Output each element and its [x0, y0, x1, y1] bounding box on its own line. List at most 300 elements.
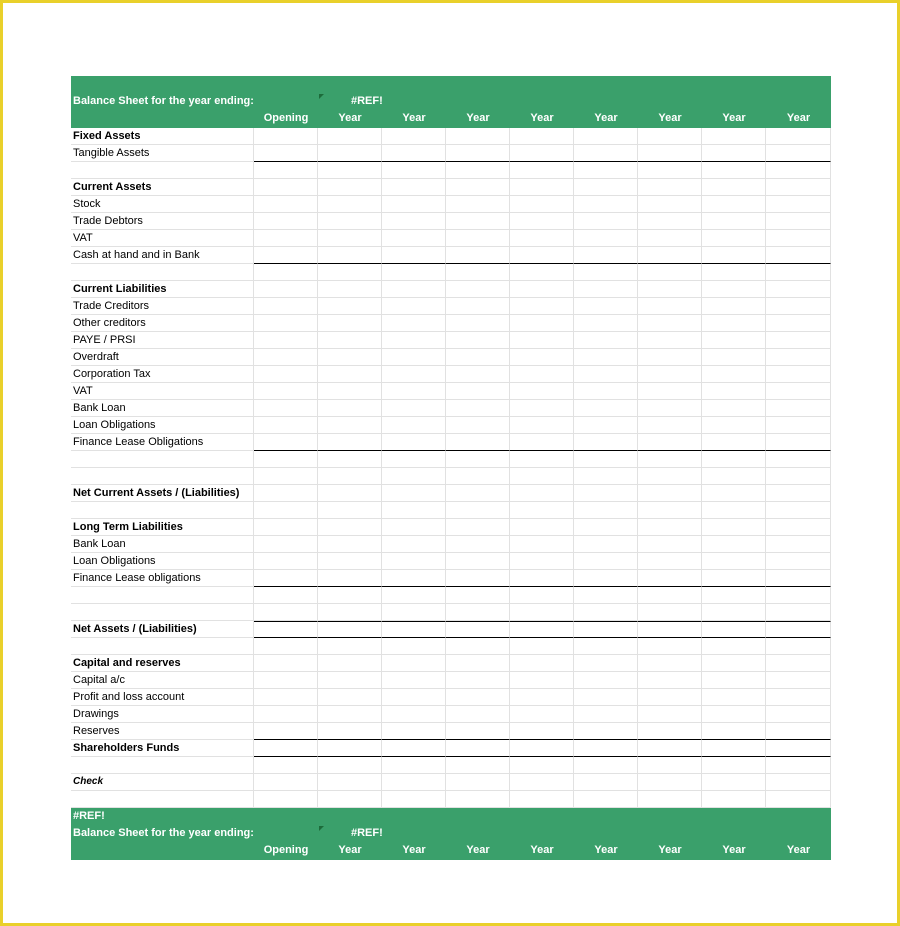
value-cell[interactable] [574, 553, 638, 570]
value-cell[interactable] [638, 604, 702, 621]
row-label[interactable]: Loan Obligations [71, 417, 254, 434]
value-cell[interactable] [638, 417, 702, 434]
value-cell[interactable] [766, 162, 831, 179]
value-cell[interactable] [254, 655, 318, 672]
value-cell[interactable] [446, 434, 510, 451]
row-label[interactable]: Long Term Liabilities [71, 519, 254, 536]
value-cell[interactable] [254, 519, 318, 536]
value-cell[interactable] [510, 604, 574, 621]
value-cell[interactable] [318, 672, 382, 689]
value-cell[interactable] [638, 162, 702, 179]
value-cell[interactable] [766, 298, 831, 315]
value-cell[interactable] [766, 434, 831, 451]
row-label[interactable]: Fixed Assets [71, 128, 254, 145]
value-cell[interactable] [382, 145, 446, 162]
value-cell[interactable] [702, 536, 766, 553]
value-cell[interactable] [446, 587, 510, 604]
value-cell[interactable] [318, 468, 382, 485]
value-cell[interactable] [702, 468, 766, 485]
value-cell[interactable] [766, 230, 831, 247]
value-cell[interactable] [510, 417, 574, 434]
value-cell[interactable] [254, 485, 318, 502]
value-cell[interactable] [254, 366, 318, 383]
value-cell[interactable] [318, 774, 382, 791]
value-cell[interactable] [638, 400, 702, 417]
value-cell[interactable] [574, 196, 638, 213]
value-cell[interactable] [318, 485, 382, 502]
value-cell[interactable] [382, 689, 446, 706]
value-cell[interactable] [766, 553, 831, 570]
value-cell[interactable] [446, 757, 510, 774]
value-cell[interactable] [702, 400, 766, 417]
value-cell[interactable] [638, 332, 702, 349]
value-cell[interactable] [382, 400, 446, 417]
value-cell[interactable] [318, 723, 382, 740]
value-cell[interactable] [510, 281, 574, 298]
column-header[interactable]: Opening [263, 112, 309, 124]
value-cell[interactable] [510, 638, 574, 655]
value-cell[interactable] [574, 587, 638, 604]
value-cell[interactable] [382, 587, 446, 604]
row-label[interactable]: Profit and loss account [71, 689, 254, 706]
value-cell[interactable] [510, 553, 574, 570]
value-cell[interactable] [638, 621, 702, 638]
value-cell[interactable] [574, 502, 638, 519]
value-cell[interactable] [318, 128, 382, 145]
value-cell[interactable] [446, 196, 510, 213]
row-label[interactable]: Capital a/c [71, 672, 254, 689]
value-cell[interactable] [318, 434, 382, 451]
value-cell[interactable] [702, 196, 766, 213]
value-cell[interactable] [510, 128, 574, 145]
value-cell[interactable] [382, 383, 446, 400]
value-cell[interactable] [702, 417, 766, 434]
value-cell[interactable] [574, 315, 638, 332]
value-cell[interactable] [766, 604, 831, 621]
value-cell[interactable] [638, 145, 702, 162]
value-cell[interactable] [574, 230, 638, 247]
value-cell[interactable] [254, 417, 318, 434]
value-cell[interactable] [318, 451, 382, 468]
value-cell[interactable] [382, 128, 446, 145]
value-cell[interactable] [318, 162, 382, 179]
value-cell[interactable] [638, 213, 702, 230]
row-label[interactable] [71, 162, 254, 179]
value-cell[interactable] [318, 383, 382, 400]
row-label[interactable]: PAYE / PRSI [71, 332, 254, 349]
value-cell[interactable] [702, 315, 766, 332]
value-cell[interactable] [382, 723, 446, 740]
value-cell[interactable] [382, 315, 446, 332]
value-cell[interactable] [766, 349, 831, 366]
value-cell[interactable] [766, 791, 831, 808]
value-cell[interactable] [702, 570, 766, 587]
value-cell[interactable] [446, 655, 510, 672]
value-cell[interactable] [510, 196, 574, 213]
value-cell[interactable] [446, 519, 510, 536]
value-cell[interactable] [766, 417, 831, 434]
value-cell[interactable] [446, 553, 510, 570]
value-cell[interactable] [318, 740, 382, 757]
value-cell[interactable] [766, 451, 831, 468]
row-label[interactable]: Tangible Assets [71, 145, 254, 162]
value-cell[interactable] [574, 638, 638, 655]
row-label[interactable]: Cash at hand and in Bank [71, 247, 254, 264]
value-cell[interactable] [510, 366, 574, 383]
row-label[interactable] [71, 638, 254, 655]
value-cell[interactable] [766, 332, 831, 349]
row-label[interactable]: Reserves [71, 723, 254, 740]
value-cell[interactable] [574, 417, 638, 434]
column-header[interactable]: Year [722, 844, 746, 856]
value-cell[interactable] [254, 179, 318, 196]
value-cell[interactable] [510, 655, 574, 672]
value-cell[interactable] [382, 247, 446, 264]
value-cell[interactable] [382, 434, 446, 451]
value-cell[interactable] [382, 553, 446, 570]
value-cell[interactable] [318, 332, 382, 349]
value-cell[interactable] [638, 128, 702, 145]
value-cell[interactable] [446, 536, 510, 553]
value-cell[interactable] [254, 230, 318, 247]
value-cell[interactable] [510, 468, 574, 485]
value-cell[interactable] [446, 281, 510, 298]
value-cell[interactable] [254, 349, 318, 366]
value-cell[interactable] [318, 638, 382, 655]
value-cell[interactable] [766, 196, 831, 213]
value-cell[interactable] [638, 570, 702, 587]
value-cell[interactable] [318, 519, 382, 536]
value-cell[interactable] [254, 298, 318, 315]
row-label[interactable] [71, 604, 254, 621]
value-cell[interactable] [510, 536, 574, 553]
value-cell[interactable] [510, 502, 574, 519]
value-cell[interactable] [446, 502, 510, 519]
value-cell[interactable] [702, 162, 766, 179]
value-cell[interactable] [766, 213, 831, 230]
value-cell[interactable] [638, 230, 702, 247]
value-cell[interactable] [702, 366, 766, 383]
value-cell[interactable] [254, 315, 318, 332]
column-header[interactable]: Year [402, 112, 426, 124]
value-cell[interactable] [766, 264, 831, 281]
value-cell[interactable] [574, 791, 638, 808]
value-cell[interactable] [638, 366, 702, 383]
value-cell[interactable] [574, 740, 638, 757]
value-cell[interactable] [510, 264, 574, 281]
value-cell[interactable] [638, 536, 702, 553]
value-cell[interactable] [446, 366, 510, 383]
value-cell[interactable] [318, 196, 382, 213]
value-cell[interactable] [574, 179, 638, 196]
value-cell[interactable] [638, 723, 702, 740]
value-cell[interactable] [446, 689, 510, 706]
value-cell[interactable] [574, 519, 638, 536]
value-cell[interactable] [638, 740, 702, 757]
value-cell[interactable] [638, 451, 702, 468]
value-cell[interactable] [446, 570, 510, 587]
value-cell[interactable] [574, 213, 638, 230]
value-cell[interactable] [638, 468, 702, 485]
row-label[interactable]: Finance Lease Obligations [71, 434, 254, 451]
value-cell[interactable] [574, 383, 638, 400]
value-cell[interactable] [702, 213, 766, 230]
value-cell[interactable] [638, 672, 702, 689]
value-cell[interactable] [702, 230, 766, 247]
value-cell[interactable] [446, 791, 510, 808]
row-label[interactable]: Current Liabilities [71, 281, 254, 298]
column-header[interactable]: Year [594, 844, 618, 856]
value-cell[interactable] [574, 723, 638, 740]
value-cell[interactable] [702, 655, 766, 672]
value-cell[interactable] [510, 145, 574, 162]
value-cell[interactable] [254, 740, 318, 757]
value-cell[interactable] [766, 570, 831, 587]
value-cell[interactable] [318, 366, 382, 383]
value-cell[interactable] [574, 281, 638, 298]
row-label[interactable] [71, 757, 254, 774]
value-cell[interactable] [510, 400, 574, 417]
value-cell[interactable] [510, 723, 574, 740]
value-cell[interactable] [318, 706, 382, 723]
value-cell[interactable] [382, 179, 446, 196]
value-cell[interactable] [446, 128, 510, 145]
row-label[interactable] [71, 791, 254, 808]
value-cell[interactable] [318, 553, 382, 570]
value-cell[interactable] [382, 281, 446, 298]
value-cell[interactable] [382, 230, 446, 247]
value-cell[interactable] [382, 264, 446, 281]
value-cell[interactable] [254, 723, 318, 740]
value-cell[interactable] [766, 757, 831, 774]
value-cell[interactable] [702, 332, 766, 349]
value-cell[interactable] [382, 519, 446, 536]
value-cell[interactable] [766, 400, 831, 417]
row-label[interactable]: Finance Lease obligations [71, 570, 254, 587]
value-cell[interactable] [702, 264, 766, 281]
value-cell[interactable] [254, 332, 318, 349]
value-cell[interactable] [638, 179, 702, 196]
value-cell[interactable] [318, 655, 382, 672]
value-cell[interactable] [574, 366, 638, 383]
value-cell[interactable] [254, 791, 318, 808]
column-header[interactable]: Year [722, 112, 746, 124]
value-cell[interactable] [382, 417, 446, 434]
value-cell[interactable] [254, 672, 318, 689]
value-cell[interactable] [446, 417, 510, 434]
value-cell[interactable] [254, 536, 318, 553]
value-cell[interactable] [254, 587, 318, 604]
column-header[interactable]: Year [658, 844, 682, 856]
value-cell[interactable] [254, 383, 318, 400]
value-cell[interactable] [382, 451, 446, 468]
value-cell[interactable] [446, 145, 510, 162]
column-header[interactable]: Year [466, 844, 490, 856]
value-cell[interactable] [766, 621, 831, 638]
column-header[interactable]: Year [338, 844, 362, 856]
value-cell[interactable] [318, 298, 382, 315]
value-cell[interactable] [510, 774, 574, 791]
value-cell[interactable] [318, 349, 382, 366]
value-cell[interactable] [766, 519, 831, 536]
value-cell[interactable] [446, 723, 510, 740]
value-cell[interactable] [510, 672, 574, 689]
value-cell[interactable] [702, 434, 766, 451]
value-cell[interactable] [638, 587, 702, 604]
value-cell[interactable] [318, 400, 382, 417]
value-cell[interactable] [638, 791, 702, 808]
value-cell[interactable] [766, 638, 831, 655]
value-cell[interactable] [318, 791, 382, 808]
value-cell[interactable] [574, 485, 638, 502]
value-cell[interactable] [702, 757, 766, 774]
value-cell[interactable] [702, 128, 766, 145]
value-cell[interactable] [766, 468, 831, 485]
value-cell[interactable] [702, 383, 766, 400]
value-cell[interactable] [510, 349, 574, 366]
value-cell[interactable] [318, 587, 382, 604]
value-cell[interactable] [638, 298, 702, 315]
value-cell[interactable] [766, 366, 831, 383]
value-cell[interactable] [702, 604, 766, 621]
value-cell[interactable] [574, 655, 638, 672]
row-label[interactable] [71, 502, 254, 519]
value-cell[interactable] [254, 162, 318, 179]
value-cell[interactable] [254, 689, 318, 706]
value-cell[interactable] [766, 128, 831, 145]
value-cell[interactable] [446, 247, 510, 264]
value-cell[interactable] [510, 740, 574, 757]
column-header[interactable]: Year [338, 112, 362, 124]
value-cell[interactable] [766, 740, 831, 757]
value-cell[interactable] [254, 774, 318, 791]
column-header[interactable]: Year [402, 844, 426, 856]
value-cell[interactable] [254, 706, 318, 723]
value-cell[interactable] [446, 213, 510, 230]
value-cell[interactable] [446, 740, 510, 757]
value-cell[interactable] [702, 740, 766, 757]
value-cell[interactable] [382, 791, 446, 808]
value-cell[interactable] [638, 553, 702, 570]
value-cell[interactable] [382, 502, 446, 519]
value-cell[interactable] [510, 587, 574, 604]
value-cell[interactable] [638, 349, 702, 366]
value-cell[interactable] [510, 706, 574, 723]
value-cell[interactable] [638, 383, 702, 400]
value-cell[interactable] [446, 604, 510, 621]
value-cell[interactable] [318, 179, 382, 196]
value-cell[interactable] [766, 587, 831, 604]
value-cell[interactable] [766, 536, 831, 553]
value-cell[interactable] [254, 570, 318, 587]
value-cell[interactable] [510, 332, 574, 349]
value-cell[interactable] [702, 587, 766, 604]
value-cell[interactable] [638, 519, 702, 536]
value-cell[interactable] [574, 128, 638, 145]
value-cell[interactable] [574, 162, 638, 179]
row-label[interactable]: Check [71, 774, 254, 791]
value-cell[interactable] [446, 162, 510, 179]
value-cell[interactable] [318, 689, 382, 706]
value-cell[interactable] [702, 247, 766, 264]
value-cell[interactable] [574, 604, 638, 621]
row-label[interactable]: VAT [71, 230, 254, 247]
value-cell[interactable] [382, 655, 446, 672]
value-cell[interactable] [254, 281, 318, 298]
value-cell[interactable] [574, 298, 638, 315]
value-cell[interactable] [318, 145, 382, 162]
value-cell[interactable] [702, 672, 766, 689]
value-cell[interactable] [574, 570, 638, 587]
value-cell[interactable] [510, 485, 574, 502]
value-cell[interactable] [318, 264, 382, 281]
row-label[interactable]: Other creditors [71, 315, 254, 332]
value-cell[interactable] [574, 689, 638, 706]
value-cell[interactable] [446, 672, 510, 689]
value-cell[interactable] [446, 638, 510, 655]
value-cell[interactable] [766, 672, 831, 689]
value-cell[interactable] [638, 315, 702, 332]
value-cell[interactable] [702, 638, 766, 655]
value-cell[interactable] [638, 655, 702, 672]
value-cell[interactable] [254, 400, 318, 417]
value-cell[interactable] [254, 757, 318, 774]
value-cell[interactable] [510, 162, 574, 179]
value-cell[interactable] [702, 451, 766, 468]
value-cell[interactable] [254, 128, 318, 145]
value-cell[interactable] [254, 468, 318, 485]
value-cell[interactable] [318, 570, 382, 587]
value-cell[interactable] [574, 774, 638, 791]
value-cell[interactable] [446, 298, 510, 315]
value-cell[interactable] [766, 723, 831, 740]
value-cell[interactable] [254, 213, 318, 230]
value-cell[interactable] [318, 604, 382, 621]
value-cell[interactable] [446, 264, 510, 281]
value-cell[interactable] [574, 706, 638, 723]
value-cell[interactable] [574, 349, 638, 366]
value-cell[interactable] [766, 281, 831, 298]
row-label[interactable]: Net Current Assets / (Liabilities) [71, 485, 254, 502]
row-label[interactable]: Overdraft [71, 349, 254, 366]
column-header[interactable]: Opening [263, 844, 309, 856]
value-cell[interactable] [702, 723, 766, 740]
value-cell[interactable] [638, 706, 702, 723]
value-cell[interactable] [254, 604, 318, 621]
value-cell[interactable] [382, 536, 446, 553]
row-label[interactable]: Current Assets [71, 179, 254, 196]
value-cell[interactable] [766, 485, 831, 502]
value-cell[interactable] [574, 400, 638, 417]
value-cell[interactable] [702, 519, 766, 536]
value-cell[interactable] [446, 774, 510, 791]
value-cell[interactable] [446, 400, 510, 417]
value-cell[interactable] [382, 366, 446, 383]
value-cell[interactable] [446, 383, 510, 400]
value-cell[interactable] [574, 468, 638, 485]
value-cell[interactable] [382, 740, 446, 757]
value-cell[interactable] [766, 179, 831, 196]
row-label[interactable]: Net Assets / (Liabilities) [71, 621, 254, 638]
value-cell[interactable] [318, 621, 382, 638]
value-cell[interactable] [318, 536, 382, 553]
value-cell[interactable] [574, 757, 638, 774]
value-cell[interactable] [254, 502, 318, 519]
value-cell[interactable] [702, 791, 766, 808]
value-cell[interactable] [254, 451, 318, 468]
value-cell[interactable] [446, 332, 510, 349]
value-cell[interactable] [382, 332, 446, 349]
